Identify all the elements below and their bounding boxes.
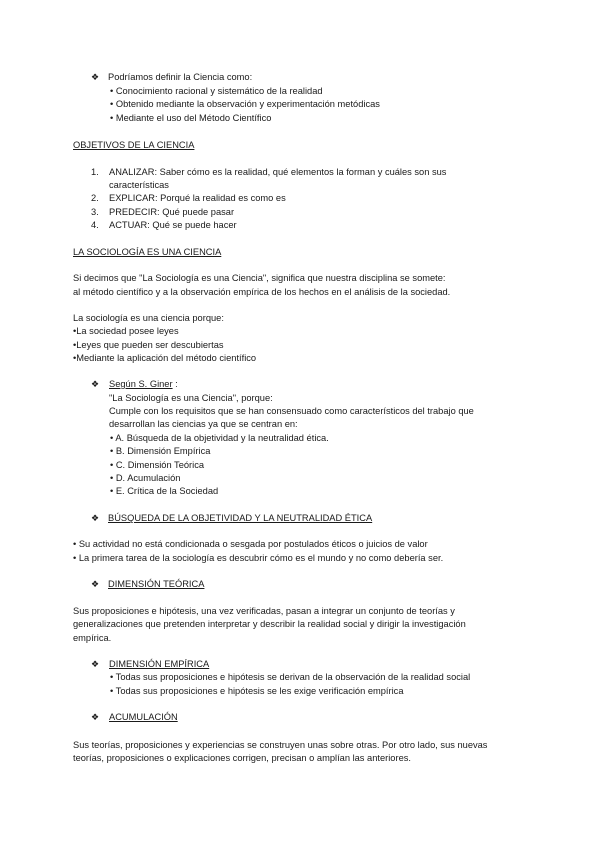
diamond-bullet-icon: ❖ [91, 513, 100, 523]
porque-item: •La sociedad posee leyes [73, 326, 179, 336]
list-item: ACTUAR: Qué se puede hacer [109, 220, 237, 230]
paragraph-line: al método científico y a la observación empírica de los hechos en el análisis de la sociedad. [73, 287, 451, 297]
list-number: 3. [91, 207, 99, 217]
giner-item: • D. Acumulación [110, 473, 181, 483]
giner-title: Según S. Giner [109, 379, 173, 389]
busqueda-title: BÚSQUEDA DE LA OBJETIVIDAD Y LA NEUTRALIDAD ÉTICA [108, 513, 373, 523]
teorica-line: Sus proposiciones e hipótesis, una vez verificadas, pasan a integrar un conjunto de teorías y [73, 606, 455, 616]
intro-item: • Conocimiento racional y sistemático de la realidad [110, 86, 323, 96]
giner-heading [109, 378, 178, 391]
porque-item: •Leyes que pueden ser descubiertas [73, 340, 224, 350]
acumulacion-line: teorías, proposiciones o explicaciones corrigen, precisan o amplían las anteriores. [73, 753, 411, 763]
empirica-item: • Todas sus proposiciones e hipótesis se derivan de la observación de la realidad social [110, 672, 471, 682]
sociologia-title: LA SOCIOLOGÍA ES UNA CIENCIA [73, 247, 222, 257]
intro-item: • Obtenido mediante la observación y experimentación metódicas [110, 99, 380, 109]
teorica-line: generalizaciones que pretenden interpretar y describir la realidad social y dirigir la investigación [73, 619, 466, 629]
diamond-bullet-icon: ❖ [91, 712, 100, 722]
empirica-title: DIMENSIÓN EMPÍRICA [109, 659, 210, 669]
giner-item: • A. Búsqueda de la objetividad y la neutralidad ética. [110, 433, 329, 443]
teorica-line: empírica. [73, 633, 112, 643]
list-number: 1. [91, 167, 99, 177]
list-item: EXPLICAR: Porqué la realidad es como es [109, 193, 286, 203]
diamond-bullet-icon: ❖ [91, 72, 100, 82]
giner-line: Cumple con los requisitos que se han consensuado como característicos del trabajo que [109, 406, 474, 416]
diamond-bullet-icon: ❖ [91, 579, 100, 589]
teorica-title: DIMENSIÓN TEÓRICA [108, 579, 205, 589]
list-number: 2. [91, 193, 99, 203]
giner-title-suffix: : [172, 379, 178, 389]
giner-item: • C. Dimensión Teórica [110, 460, 205, 470]
list-item-continuation: características [109, 180, 169, 190]
giner-item: • B. Dimensión Empírica [110, 446, 211, 456]
list-item: ANALIZAR: Saber cómo es la realidad, qué elementos la forman y cuáles son sus [109, 167, 447, 177]
porque-item: •Mediante la aplicación del método científico [73, 353, 257, 363]
acumulacion-line: Sus teorías, proposiciones y experiencias se construyen unas sobre otras. Por otro lado, sus nuevas [73, 740, 488, 750]
intro-item: • Mediante el uso del Método Científico [110, 113, 272, 123]
diamond-bullet-icon: ❖ [91, 659, 100, 669]
busqueda-line: • Su actividad no está condicionada o sesgada por postulados éticos o juicios de valor [73, 539, 428, 549]
list-item: PREDECIR: Qué puede pasar [109, 207, 235, 217]
intro-heading: Podríamos definir la Ciencia como: [108, 72, 253, 82]
paragraph-line: Si decimos que "La Sociología es una Ciencia", significa que nuestra disciplina se somete: [73, 273, 446, 283]
list-number: 4. [91, 220, 99, 230]
giner-line: desarrollan las ciencias ya que se centran en: [109, 419, 298, 429]
acumulacion-title: ACUMULACIÓN [109, 712, 178, 722]
empirica-item: • Todas sus proposiciones e hipótesis se les exige verificación empírica [110, 686, 404, 696]
objetivos-title: OBJETIVOS DE LA CIENCIA [73, 140, 195, 150]
diamond-bullet-icon: ❖ [91, 379, 100, 389]
porque-title: La sociología es una ciencia porque: [73, 313, 224, 323]
giner-line: "La Sociología es una Ciencia", porque: [109, 393, 273, 403]
giner-item: • E. Crítica de la Sociedad [110, 486, 219, 496]
busqueda-line: • La primera tarea de la sociología es descubrir cómo es el mundo y no como debería ser. [73, 553, 444, 563]
